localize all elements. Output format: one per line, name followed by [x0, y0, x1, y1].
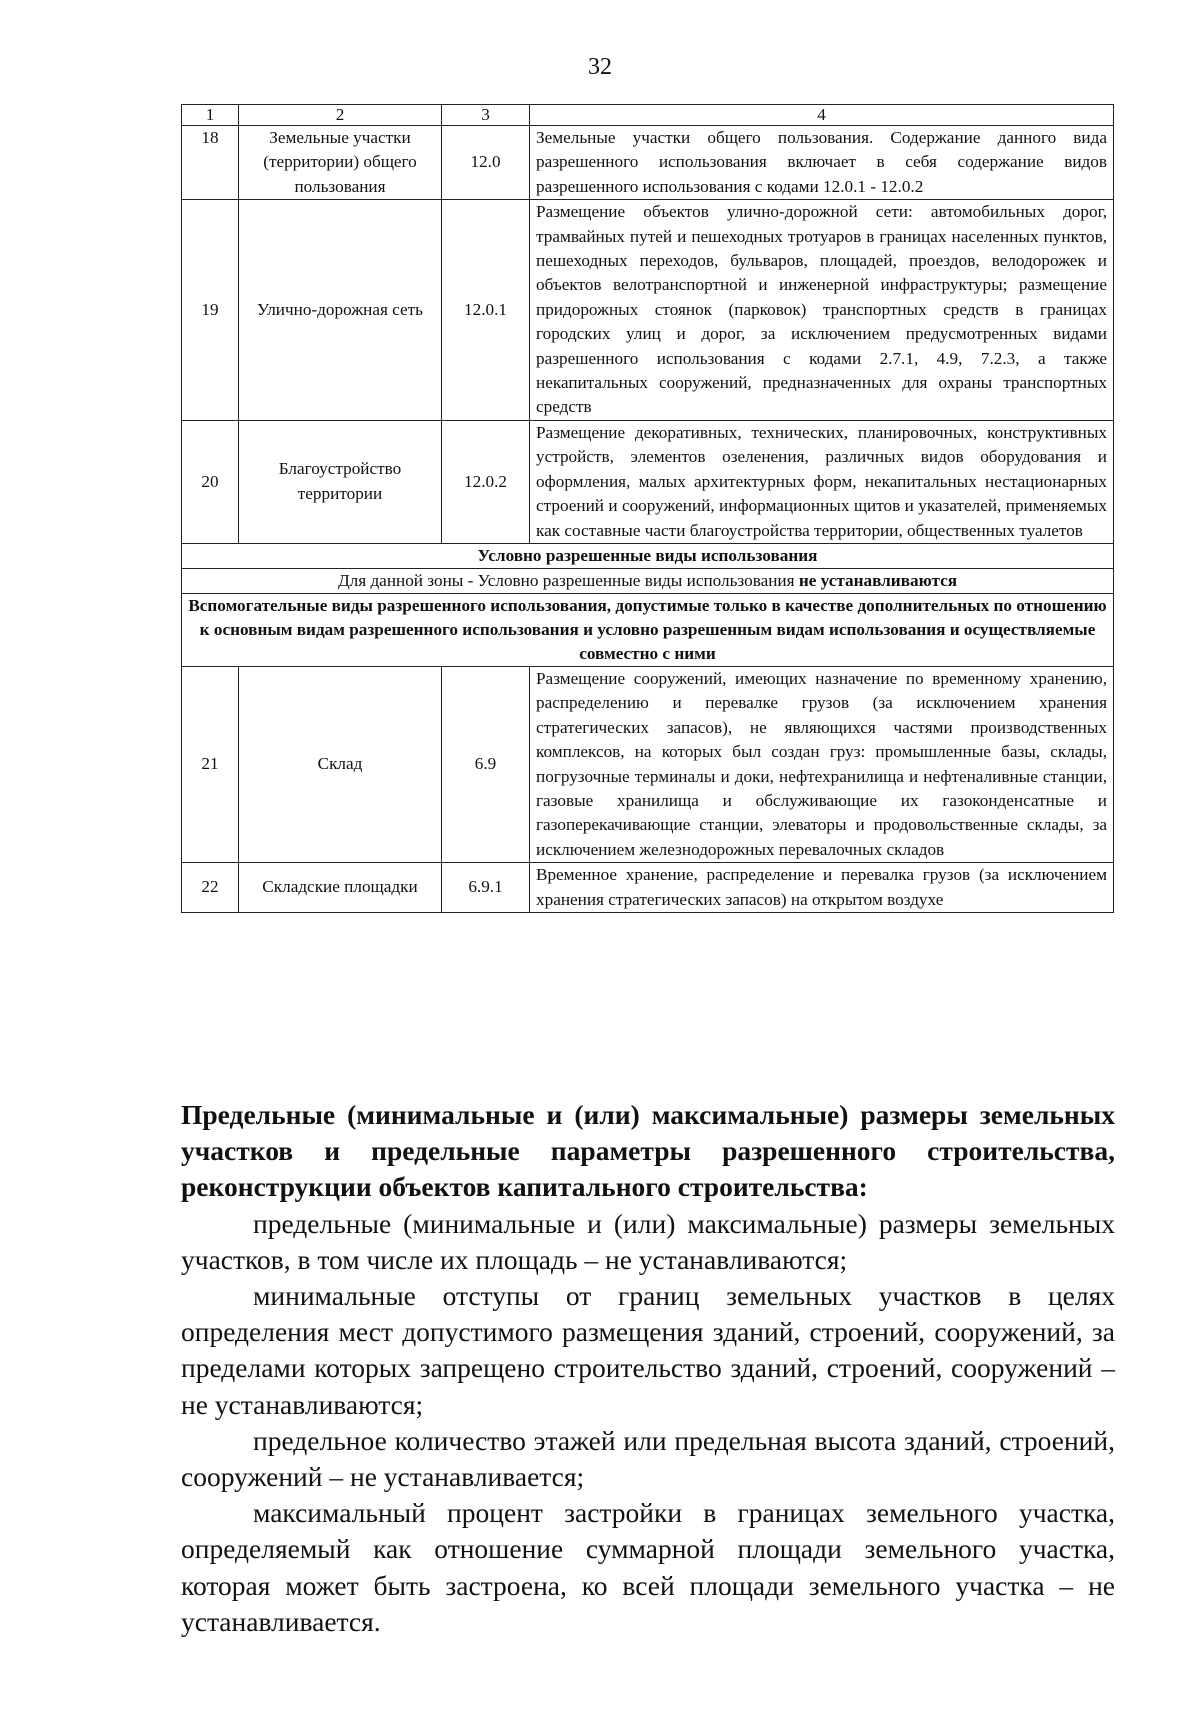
parameter-item: минимальные отступы от границ земельных участков в целях определения мест допустимого размещения зданий, строений, сооружений, за пределами которых запрещено строительство зданий, строений, сооружений – не устанавливаются; — [181, 1280, 1115, 1420]
table-row — [182, 200, 1114, 421]
row-number: 18 — [182, 126, 239, 200]
parameters-heading: Предельные (минимальные и (или) максимальные) размеры земельных участков и предельные параметры разрешенного строительства, реконструкции объектов капитального строительства: — [181, 1099, 1115, 1203]
parameter-item: предельные (минимальные и (или) максимальные) размеры земельных участков, в том числе их площадь – не устанавливаются; — [181, 1207, 1115, 1275]
use-type-description: Размещение декоративных, технических, планировочных, конструктивных устройств, элементов озеленения, различных видов оборудования и оформления, малых архитектурных форм, некапитальных нестационарных строений и сооружений, информационных щитов и указателей, применяемых как составные части благоустройства территории, общественных туалетов — [530, 420, 1114, 543]
use-type-description: Размещение объектов улично-дорожной сети: автомобильных дорог, трамвайных путей и пешеходных тротуаров в границах населенных пунктов, пешеходных переходов, бульваров, площадей, проездов, велодорожек и объектов велотранспортной и инженерной инфраструктуры; размещение придорожных стоянок (парковок) транспортных средств в границах городских улиц и дорог, за исключением предусмотренных видами разрешенного использования с кодами 2.7.1, 4.9, 7.2.3, а также некапитальных сооружений, предназначенных для охраны транспортных средств — [530, 200, 1114, 421]
use-type-description: Земельные участки общего пользования. Содержание данного вида разрешенного использования включает в себя содержание видов разрешенного использования с кодами 12.0.1 - 12.0.2 — [530, 126, 1114, 200]
column-number-3: 3 — [442, 105, 530, 126]
section-row-auxiliary — [182, 593, 1114, 666]
section-title-conditional: Условно разрешенные виды использования — [182, 543, 1114, 568]
land-use-table — [181, 104, 1114, 913]
use-type-code: 6.9.1 — [442, 863, 530, 913]
table-row — [182, 126, 1114, 200]
table-row — [182, 666, 1114, 862]
section-title-auxiliary: Вспомогательные виды разрешенного использования, допустимые только в качестве дополнительных по отношению к основным видам разрешенного использования и условно разрешенным видам использования и осуществляемые совместно с ними — [182, 593, 1114, 666]
column-number-1: 1 — [182, 105, 239, 126]
table-row — [182, 420, 1114, 543]
column-number-2: 2 — [239, 105, 442, 126]
use-type-name: Земельные участки (территории) общего пользования — [239, 126, 442, 200]
use-type-description: Временное хранение, распределение и перевалка грузов (за исключением хранения стратегических запасов) на открытом воздухе — [530, 863, 1114, 913]
use-type-code: 12.0.1 — [442, 200, 530, 421]
row-number: 21 — [182, 666, 239, 862]
parameter-item: предельное количество этажей или предельная высота зданий, строений, сооружений – не устанавливается; — [181, 1424, 1115, 1493]
column-number-4: 4 — [530, 105, 1114, 126]
use-type-code: 12.0 — [442, 126, 530, 200]
table-header-row — [182, 105, 1114, 126]
parameter-item: максимальный процент застройки в границах земельного участка, определяемый как отношение суммарной площади земельного участка, которая может быть застроена, ко всей площади земельного участка – не устанавливается. — [181, 1497, 1115, 1637]
use-type-name: Улично-дорожная сеть — [239, 200, 442, 421]
use-type-code: 12.0.2 — [442, 420, 530, 543]
section-row-conditional — [182, 543, 1114, 568]
use-type-name: Складские площадки — [239, 863, 442, 913]
use-type-description: Размещение сооружений, имеющих назначение по временному хранению, распределению и перевалке грузов (за исключением хранения стратегических запасов), не являющихся частями производственных комплексов, на которых был создан груз: промышленные базы, склады, погрузочные терминалы и доки, нефтехранилища и нефтеналивные станции, газовые хранилища и обслуживающие их газоконденсатные и газоперекачивающие станции, элеваторы и продовольственные склады, за исключением железнодорожных перевалочных складов — [530, 666, 1114, 862]
conditional-note — [182, 568, 1114, 593]
conditional-note-emphasis: не устанавливаются — [798, 570, 958, 590]
section-row-conditional-note — [182, 568, 1114, 593]
table-row — [182, 863, 1114, 913]
conditional-note-text: Для данной зоны - Условно разрешенные виды использования — [337, 570, 799, 590]
row-number: 20 — [182, 420, 239, 543]
page-number: 32 — [588, 54, 612, 80]
row-number: 22 — [182, 863, 239, 913]
row-number: 19 — [182, 200, 239, 421]
use-type-code: 6.9 — [442, 666, 530, 862]
use-type-name: Склад — [239, 666, 442, 862]
construction-parameters-section — [181, 1097, 1115, 1640]
use-type-name: Благоустройство территории — [239, 420, 442, 543]
